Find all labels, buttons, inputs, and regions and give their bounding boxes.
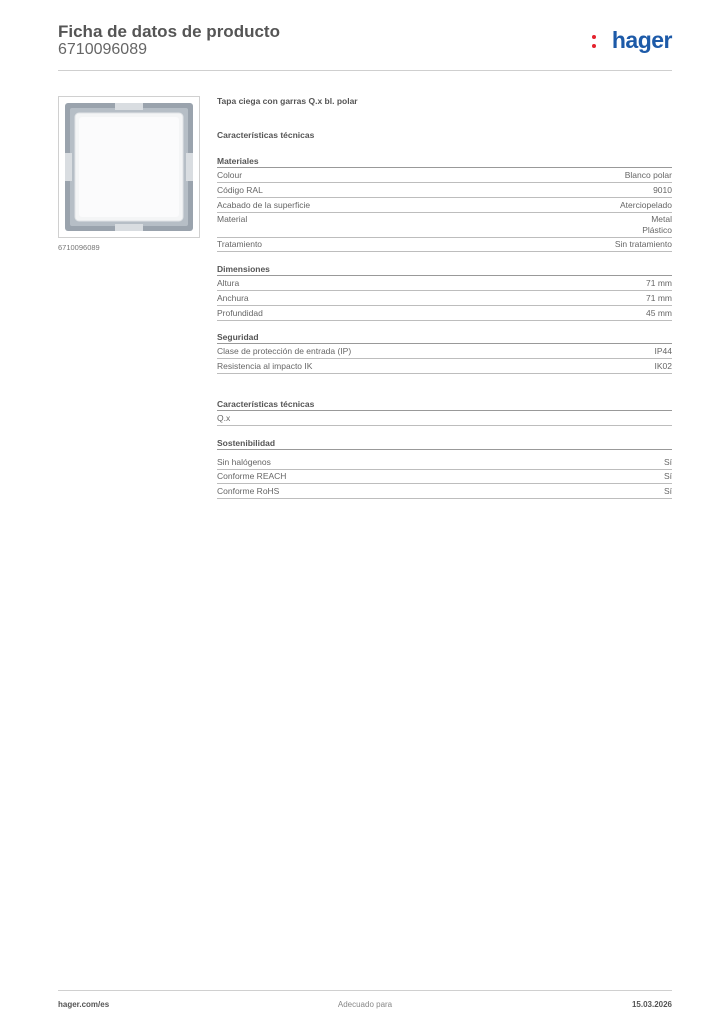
- logo-dots-icon: [592, 35, 596, 48]
- row-value: Sí: [663, 486, 672, 496]
- section-heading-dimensiones: Dimensiones: [217, 264, 270, 274]
- divider: [217, 167, 672, 168]
- section-heading-caracteristicas-top: Características técnicas: [217, 130, 315, 140]
- product-image: [58, 96, 200, 238]
- hager-logo: [592, 26, 672, 54]
- row-label: Sin halógenos: [217, 457, 271, 467]
- row-label: Conforme REACH: [217, 471, 287, 481]
- table-row: [217, 345, 672, 359]
- page-title: Ficha de datos de producto: [58, 22, 280, 41]
- row-value: 71 mm: [646, 278, 672, 288]
- row-value: 9010: [653, 185, 672, 195]
- row-value: IK02: [654, 361, 672, 371]
- section-heading-seguridad: Seguridad: [217, 332, 259, 342]
- row-label: Altura: [217, 278, 240, 288]
- product-number: 6710096089: [58, 41, 147, 58]
- page-header: [58, 20, 672, 71]
- section-heading-materiales: Materiales: [217, 156, 259, 166]
- row-value: Metal: [651, 214, 672, 224]
- row-label: Tratamiento: [217, 239, 263, 249]
- row-label: Acabado de la superficie: [217, 200, 311, 210]
- logo-text: hager: [611, 27, 672, 53]
- product-name: Tapa ciega con garras Q.x bl. polar: [217, 96, 358, 106]
- table-row: [217, 184, 672, 198]
- row-value: Sin tratamiento: [614, 239, 672, 249]
- row-label: Colour: [217, 170, 243, 180]
- row-label: Código RAL: [217, 185, 263, 195]
- table-row: [217, 470, 672, 484]
- row-label: Anchura: [217, 293, 249, 303]
- table-row: [217, 277, 672, 291]
- row-label: Profundidad: [217, 308, 263, 318]
- table-row: [217, 360, 672, 374]
- row-value: Aterciopelado: [620, 200, 672, 210]
- table-row: [217, 169, 672, 183]
- divider: [217, 410, 672, 411]
- table-row: [217, 292, 672, 306]
- row-value-2: Plástico: [642, 225, 672, 235]
- row-value: Sí: [663, 457, 672, 467]
- divider: [217, 343, 672, 344]
- section-heading-caracteristicas: Características técnicas: [217, 399, 315, 409]
- page-footer: [58, 990, 672, 1015]
- row-value: IP44: [654, 346, 672, 356]
- row-value: Sí: [663, 471, 672, 481]
- row-label: Conforme RoHS: [217, 486, 280, 496]
- row-value: 45 mm: [646, 308, 672, 318]
- image-caption: 6710096089: [58, 243, 100, 252]
- footer-website-link[interactable]: hager.com/es: [58, 1000, 110, 1009]
- footer-date: 15.03.2026: [631, 1000, 672, 1009]
- table-row: [217, 412, 672, 426]
- section-heading-sostenibilidad: Sostenibilidad: [217, 438, 276, 448]
- table-row: [217, 307, 672, 321]
- blank-cover-plate-image: [59, 97, 199, 237]
- row-label: Q.x: [217, 413, 231, 423]
- row-value: 71 mm: [646, 293, 672, 303]
- footer-suitable-for: Adecuado para: [337, 1000, 393, 1009]
- divider: [217, 275, 672, 276]
- table-row: [217, 456, 672, 470]
- row-value: Blanco polar: [624, 170, 672, 180]
- table-row: [217, 199, 672, 213]
- divider: [217, 449, 672, 450]
- row-label: Clase de protección de entrada (IP): [217, 346, 352, 356]
- table-row: [217, 485, 672, 499]
- table-row: [217, 213, 672, 238]
- row-label: Resistencia al impacto IK: [217, 361, 313, 371]
- row-label: Material: [217, 214, 248, 224]
- table-row: [217, 238, 672, 252]
